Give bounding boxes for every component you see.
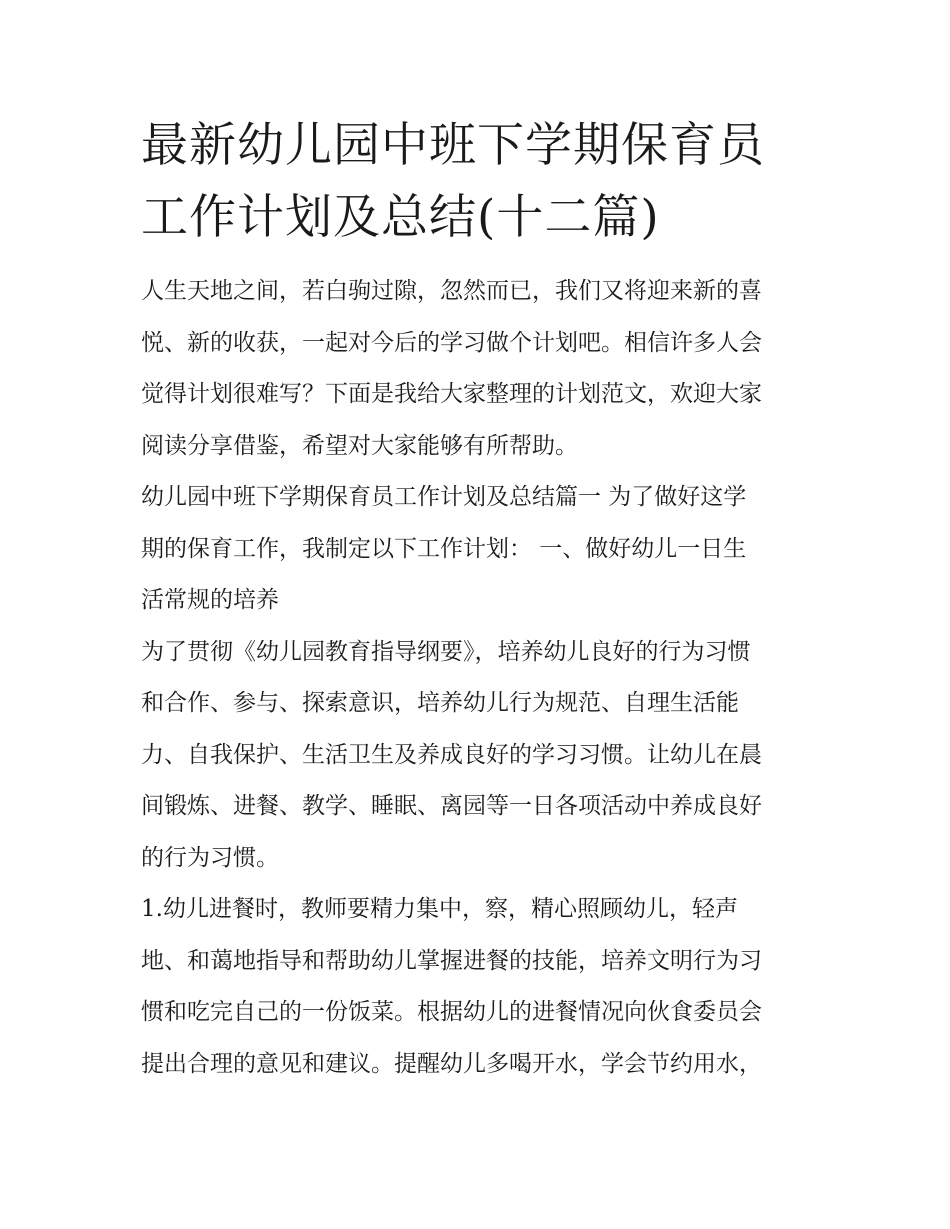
guideline-paragraph [141, 627, 821, 885]
title-line: 工作计划及总结(十二篇) [141, 190, 660, 245]
section-one-paragraph [141, 472, 821, 627]
text-line: 提出合理的意见和建议。提醒幼儿多喝开水，学会节约用水， [141, 1050, 762, 1077]
text-line: 觉得计划很难写？下面是我给大家整理的计划范文，欢迎大家 [141, 381, 762, 407]
text-line: 悦、新的收获，一起对今后的学习做个计划吧。相信许多人会 [141, 329, 762, 356]
text-line: 期的保育工作，我制定以下工作计划： 一、做好幼儿一日生 [141, 535, 747, 562]
meal-paragraph [141, 884, 821, 1090]
intro-paragraph [141, 266, 821, 472]
text-line: 的行为习惯。 [141, 844, 279, 871]
text-line: 间锻炼、进餐、教学、睡眠、离园等一日各项活动中养成良好 [141, 793, 762, 819]
text-line: 为了贯彻《幼儿园教育指导纲要》，培养幼儿良好的行为习惯 [141, 638, 751, 665]
text-line: 地、和蔼地指导和帮助幼儿掌握进餐的技能，培养文明行为习 [141, 947, 762, 974]
text-line: 人生天地之间，若白驹过隙，忽然而已，我们又将迎来新的喜 [141, 278, 762, 304]
document-title [141, 110, 821, 254]
document-body [141, 266, 821, 1090]
text-line: 1.幼儿进餐时，教师要精力集中，察，精心照顾幼儿，轻声 [141, 896, 738, 922]
text-line: 活常规的培养 [141, 587, 279, 613]
text-line: 力、自我保护、生活卫生及养成良好的学习习惯。让幼儿在晨 [141, 741, 762, 768]
text-line: 阅读分享借鉴，希望对大家能够有所帮助。 [141, 432, 578, 459]
title-line: 最新幼儿园中班下学期保育员 [141, 118, 765, 173]
document-page [141, 110, 821, 1090]
text-line: 幼儿园中班下学期保育员工作计划及总结篇一 为了做好这学 [141, 484, 747, 510]
text-line: 惯和吃完自己的一份饭菜。根据幼儿的进餐情况向伙食委员会 [141, 999, 762, 1025]
text-line: 和合作、参与、探索意识，培养幼儿行为规范、自理生活能 [141, 690, 739, 716]
